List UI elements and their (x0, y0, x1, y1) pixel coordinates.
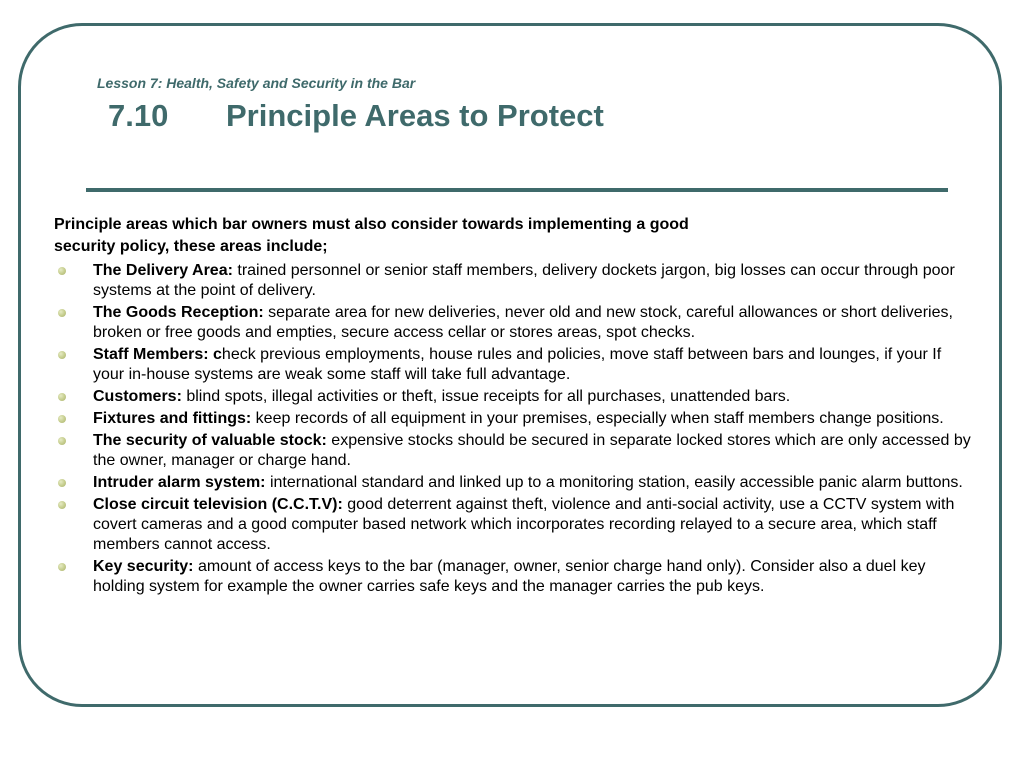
bullet-text: blind spots, illegal activities or theft, issue receipts for all purchases, unattended bars. (181, 388, 791, 405)
bullet-term: The Goods Reception: (93, 304, 264, 321)
bullet-text: separate area for new deliveries, never old and new stock, careful allowances or short deliveries, broken or free goods and empties, secure access cellar or stores areas, spot checks. (93, 304, 953, 341)
bullet-icon (58, 563, 66, 571)
bullet-list (54, 261, 974, 597)
bullet-item-goods-reception (54, 303, 974, 343)
bullet-icon (58, 393, 66, 401)
bullet-icon (58, 437, 66, 445)
intro-paragraph (54, 214, 974, 258)
bullet-item-delivery-area (54, 261, 974, 301)
title-divider (86, 188, 948, 192)
lesson-subtitle: Lesson 7: Health, Safety and Security in the Bar (97, 75, 416, 91)
bullet-term: Intruder alarm system: (93, 474, 266, 491)
bullet-text: keep records of all equipment in your premises, especially when staff members change positions. (251, 410, 944, 427)
intro-line-2: security policy, these areas include; (54, 238, 328, 255)
slide-title (108, 98, 604, 134)
bullet-term: The security of valuable stock: (93, 432, 327, 449)
bullet-item-valuable-stock (54, 431, 974, 471)
bullet-term: Customers: (93, 388, 182, 405)
bullet-term: Key security: (93, 558, 194, 575)
bullet-icon (58, 309, 66, 317)
bullet-text: international standard and linked up to a monitoring station, easily accessible panic alarm buttons. (265, 474, 963, 491)
bullet-term: Staff Members: c (93, 346, 222, 363)
bullet-term: The Delivery Area: (93, 262, 233, 279)
bullet-item-customers (54, 387, 974, 407)
bullet-text: amount of access keys to the bar (manager, owner, senior charge hand only). Consider also a duel key holding system for example the owner carries safe keys and the manager carries the pub keys. (93, 558, 926, 595)
intro-line-1: Principle areas which bar owners must also consider towards implementing a good (54, 216, 689, 233)
bullet-text: trained personnel or senior staff members, delivery dockets jargon, big losses can occur through poor systems at the point of delivery. (93, 262, 955, 299)
bullet-item-staff-members (54, 345, 974, 385)
bullet-text: expensive stocks should be secured in separate locked stores which are only accessed by the owner, manager or charge hand. (93, 432, 971, 469)
bullet-item-cctv (54, 495, 974, 555)
bullet-item-fixtures-fittings (54, 409, 974, 429)
bullet-text: good deterrent against theft, violence and anti-social activity, use a CCTV system with covert cameras and a good computer based network which incorporates recording relayed to a secure area, which staff members cannot access. (93, 496, 955, 553)
bullet-icon (58, 351, 66, 359)
bullet-icon (58, 267, 66, 275)
title-text: Principle Areas to Protect (226, 98, 604, 133)
bullet-icon (58, 415, 66, 423)
section-number: 7.10 (108, 98, 169, 133)
bullet-icon (58, 479, 66, 487)
bullet-item-intruder-alarm (54, 473, 974, 493)
bullet-icon (58, 501, 66, 509)
bullet-term: Fixtures and fittings: (93, 410, 252, 427)
bullet-item-key-security (54, 557, 974, 597)
slide-body (54, 214, 974, 599)
bullet-term: Close circuit television (C.C.T.V): (93, 496, 343, 513)
bullet-text: heck previous employments, house rules and policies, move staff between bars and lounges, if your If your in-house systems are weak some staff will take full advantage. (93, 346, 942, 383)
